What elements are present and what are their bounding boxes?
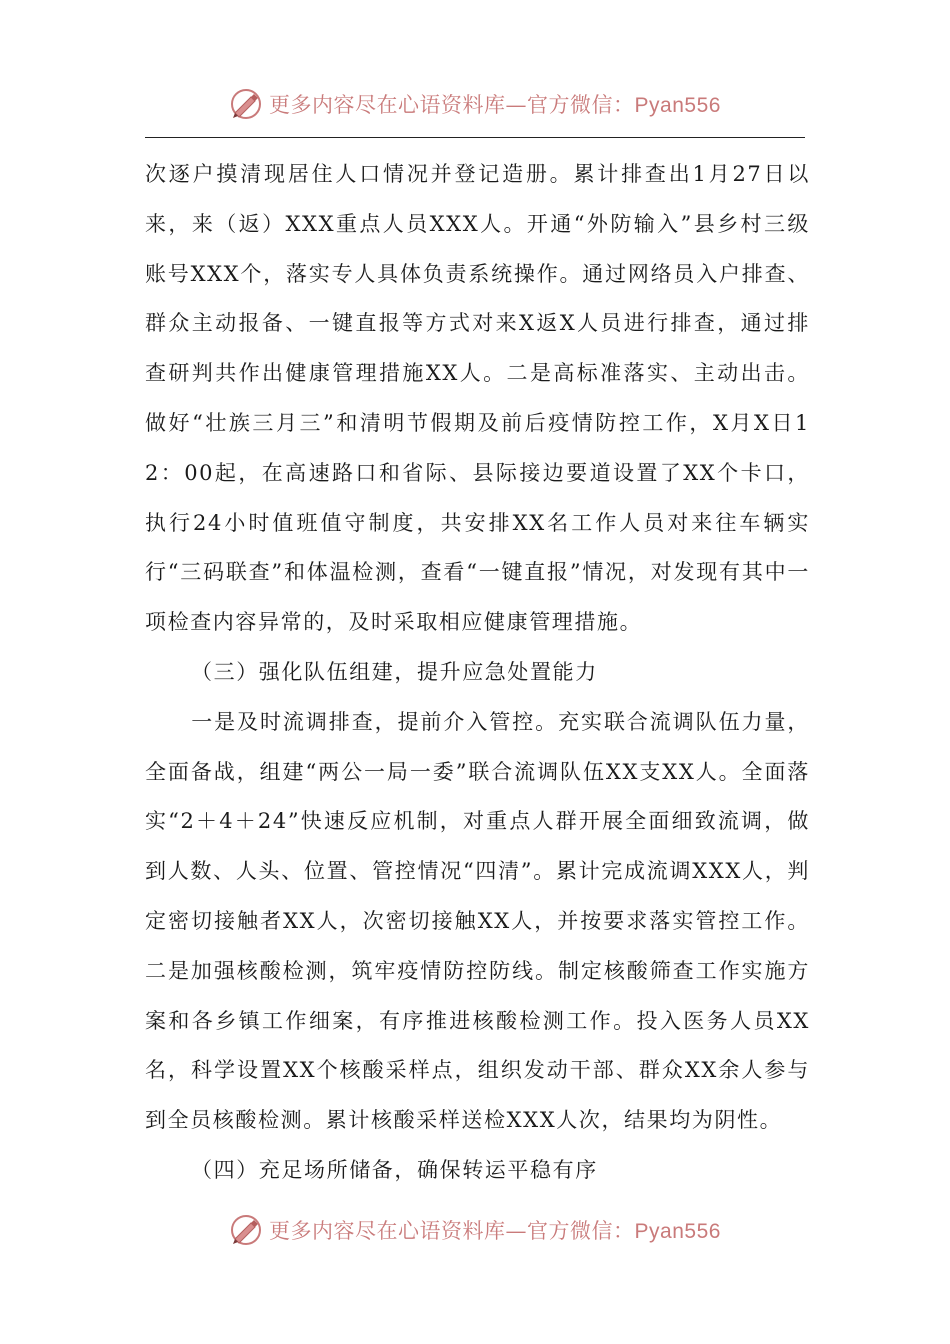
footer-wechat-id: Pyan556 xyxy=(634,1220,721,1243)
footer-banner-text xyxy=(269,1215,721,1245)
header-wechat-id: Pyan556 xyxy=(634,94,721,117)
body-paragraph-2: 一是及时流调排查，提前介入管控。充实联合流调队伍力量，全面备战，组建“两公一局一委”联合流调队伍XX支XX人。全面落实“2＋4＋24”快速反应机制，对重点人群开展全面细致流调，做到人数、人头、位置、管控情况“四清”。累计完成流调XXX人，判定密切接触者XX人，次密切接触XX人，并按要求落实管控工作。二是加强核酸检测，筑牢疫情防控防线。制定核酸筛查工作实施方案和各乡镇工作细案，有序推进核酸检测工作。投入医务人员XX名，科学设置XX个核酸采样点，组织发动干部、群众XX余人参与到全员核酸检测。累计核酸采样送检XXX人次，结果均为阴性。 xyxy=(145,709,810,1133)
header-banner xyxy=(0,84,950,124)
document-body xyxy=(145,150,810,1196)
pen-circle-logo-icon xyxy=(229,1213,263,1247)
footer-banner xyxy=(0,1210,950,1250)
section-heading-3: （三）强化队伍组建，提升应急处置能力 xyxy=(191,659,598,684)
pen-circle-logo-icon xyxy=(229,87,263,121)
footer-banner-inner xyxy=(229,1213,721,1247)
header-banner-text xyxy=(269,89,721,119)
header-banner-label: 更多内容尽在心语资料库—官方微信： xyxy=(269,93,635,117)
header-rule xyxy=(145,137,805,138)
footer-banner-label: 更多内容尽在心语资料库—官方微信： xyxy=(269,1219,635,1243)
header-banner-inner xyxy=(229,87,721,121)
section-heading-4: （四）充足场所储备，确保转运平稳有序 xyxy=(191,1157,598,1182)
body-paragraph-1: 次逐户摸清现居住人口情况并登记造册。累计排查出1月27日以来，来（返）XXX重点人员XXX人。开通“外防输入”县乡村三级账号XXX个，落实专人具体负责系统操作。通过网络员入户排查、群众主动报备、一键直报等方式对来X返X人员进行排查，通过排查研判共作出健康管理措施XX人。二是高标准落实、主动出击。做好“壮族三月三”和清明节假期及前后疫情防控工作，X月X日12：00起，在高速路口和省际、县际接边要道设置了XX个卡口，执行24小时值班值守制度，共安排XX名工作人员对来往车辆实行“三码联查”和体温检测，查看“一键直报”情况，对发现有其中一项检查内容异常的，及时采取相应健康管理措施。 xyxy=(145,162,810,635)
